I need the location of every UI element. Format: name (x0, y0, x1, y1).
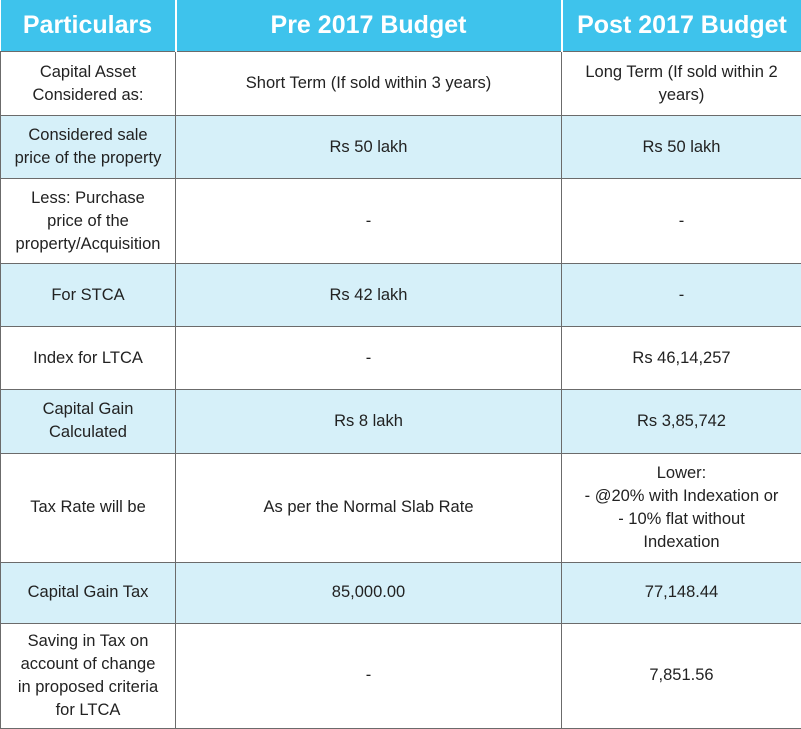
particulars-cell: Tax Rate will be (1, 453, 176, 562)
pre-2017-cell: 85,000.00 (176, 562, 562, 623)
table-row (1, 453, 801, 562)
header-pre-2017-budget: Pre 2017 Budget (176, 0, 562, 52)
table-row (1, 562, 801, 623)
particulars-cell: Less: Purchase price of the property/Acquisition (1, 179, 176, 264)
pre-2017-cell: - (176, 327, 562, 390)
table-row (1, 264, 801, 327)
table-row (1, 52, 801, 116)
pre-2017-cell: Rs 42 lakh (176, 264, 562, 327)
header-row (1, 0, 801, 52)
pre-2017-cell: - (176, 179, 562, 264)
pre-2017-cell: As per the Normal Slab Rate (176, 453, 562, 562)
post-2017-cell: 7,851.56 (562, 623, 801, 728)
particulars-cell: Considered sale price of the property (1, 116, 176, 179)
post-2017-cell: Long Term (If sold within 2 years) (562, 52, 801, 116)
post-2017-cell: Rs 3,85,742 (562, 390, 801, 453)
particulars-cell: Capital Asset Considered as: (1, 52, 176, 116)
post-2017-cell: Rs 50 lakh (562, 116, 801, 179)
header-particulars: Particulars (1, 0, 176, 52)
table-row (1, 327, 801, 390)
table-row (1, 179, 801, 264)
table-row (1, 116, 801, 179)
pre-2017-cell: Rs 8 lakh (176, 390, 562, 453)
particulars-cell: Capital Gain Calculated (1, 390, 176, 453)
particulars-cell: Capital Gain Tax (1, 562, 176, 623)
post-2017-cell: Rs 46,14,257 (562, 327, 801, 390)
pre-2017-cell: Rs 50 lakh (176, 116, 562, 179)
post-2017-cell: - (562, 179, 801, 264)
post-2017-cell: 77,148.44 (562, 562, 801, 623)
pre-2017-cell: Short Term (If sold within 3 years) (176, 52, 562, 116)
pre-2017-cell: - (176, 623, 562, 728)
particulars-cell: Saving in Tax on account of change in proposed criteria for LTCA (1, 623, 176, 728)
header-post-2017-budget: Post 2017 Budget (562, 0, 801, 52)
post-2017-cell: - (562, 264, 801, 327)
table-row (1, 390, 801, 453)
table-row (1, 623, 801, 728)
particulars-cell: Index for LTCA (1, 327, 176, 390)
post-2017-cell: Lower: - @20% with Indexation or - 10% flat without Indexation (562, 453, 801, 562)
particulars-cell: For STCA (1, 264, 176, 327)
